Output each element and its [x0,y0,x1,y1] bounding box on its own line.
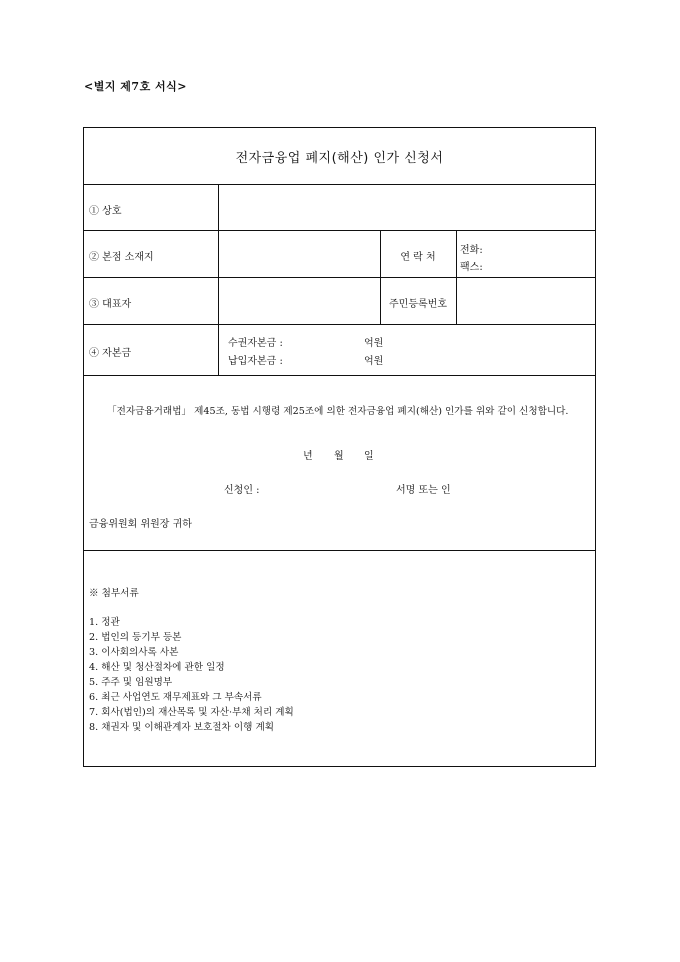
attachment-item: 6. 최근 사업연도 재무제표와 그 부속서류 [89,692,262,703]
attachment-item: 4. 해산 및 청산절차에 관한 일정 [89,662,225,673]
contact-label: 연 락 처 [400,252,436,263]
authorized-capital-unit: 억원 [364,338,384,349]
declaration-text: 「전자금융거래법」 제45조, 동법 시행령 제25조에 의한 전자금융업 폐지(해산) 인가를 위와 같이 신청합니다. [107,406,569,417]
attachment-item: 5. 주주 및 임원명부 [89,677,173,688]
applicant-label: 신청인 : [224,485,260,496]
representative-label: ③ 대표자 [89,299,132,310]
authorized-capital-label: 수권자본금 : [228,338,283,349]
date-month: 월 [334,451,344,462]
attachment-item: 1. 정관 [89,617,120,628]
addressee: 금융위원회 위원장 귀하 [89,519,192,530]
attachment-item: 8. 채권자 및 이해관계자 보호절차 이행 계획 [89,722,274,733]
attachment-item: 2. 법인의 등기부 등본 [89,632,182,643]
capital-row [84,325,595,376]
form-number: <별지 제7호 서식> [84,80,188,93]
declaration-section [84,376,595,551]
hq-location-row [84,231,595,278]
signature-label: 서명 또는 인 [396,485,451,496]
fax-label: 팩스: [460,262,483,273]
attachments-heading: ※ 첨부서류 [89,588,139,599]
resident-number-label: 주민등록번호 [389,299,447,310]
trade-name-row [84,185,595,231]
phone-label: 전화: [460,245,483,256]
form-title: 전자금융업 폐지(해산) 인가 신청서 [235,151,444,166]
paid-in-capital-unit: 억원 [364,356,384,367]
form-title-row [84,128,595,185]
trade-name-label: ① 상호 [89,206,122,217]
hq-location-label: ② 본점 소재지 [89,252,154,263]
paid-in-capital-label: 납입자본금 : [228,356,283,367]
capital-label: ④ 자본금 [89,348,132,359]
application-form [83,127,596,767]
attachment-item: 3. 이사회의사록 사본 [89,647,179,658]
representative-row [84,278,595,325]
date-day: 일 [364,451,374,462]
date-year: 년 [303,451,313,462]
attachment-item: 7. 회사(법인)의 재산목록 및 자산·부채 처리 계획 [89,707,294,718]
